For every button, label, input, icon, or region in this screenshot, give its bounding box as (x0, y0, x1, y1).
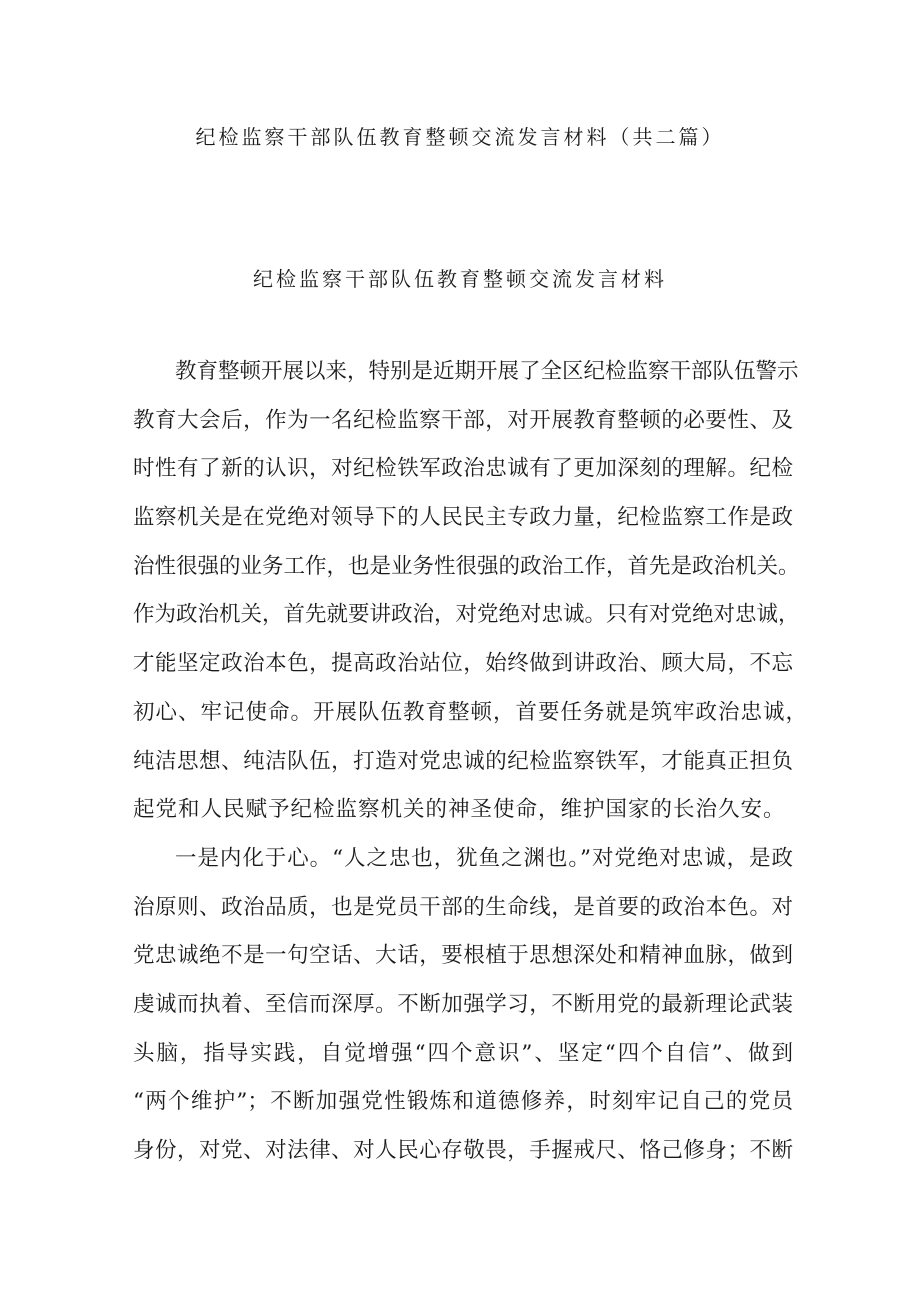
paragraph-1 (133, 358, 809, 845)
paragraph-line: 纯洁思想、纯洁队伍，打造对党忠诚的纪检监察铁军，才能真正担负 (133, 748, 793, 774)
paragraph-2 (133, 845, 793, 1186)
paragraph-line: 治原则、政治品质，也是党员干部的生命线，是首要的政治本色。对 (133, 894, 793, 920)
paragraph-line: 一是内化于心。“人之忠也，犹鱼之渊也。”对党绝对忠诚，是政 (175, 845, 793, 871)
paragraph-line: 才能坚定政治本色，提高政治站位，始终做到讲政治、顾大局，不忘 (133, 651, 793, 677)
paragraph-line: 作为政治机关，首先就要讲政治，对党绝对忠诚。只有对党绝对忠诚， (133, 602, 800, 628)
document-title: 纪检监察干部队伍教育整顿交流发言材料（共二篇） (195, 125, 725, 149)
document-subtitle: 纪检监察干部队伍教育整顿交流发言材料 (253, 267, 667, 291)
paragraph-line: 党忠诚绝不是一句空话、大话，要根植于思想深处和精神血脉，做到 (133, 943, 793, 969)
paragraph-line: 监察机关是在党绝对领导下的人民民主专政力量，纪检监察工作是政 (133, 505, 793, 531)
paragraph-line: 头脑，指导实践，自觉增强“四个意识”、坚定“四个自信”、做到 (133, 1040, 793, 1066)
document-body (133, 358, 809, 1186)
paragraph-line: 时性有了新的认识，对纪检铁军政治忠诚有了更加深刻的理解。纪检 (133, 456, 793, 482)
paragraph-line: “两个维护”；不断加强党性锻炼和道德修养，时刻牢记自己的党员 (133, 1089, 793, 1115)
paragraph-line: 初心、牢记使命。开展队伍教育整顿，首要任务就是筑牢政治忠诚， (133, 699, 809, 725)
paragraph-line: 治性很强的业务工作，也是业务性很强的政治工作，首先是政治机关。 (133, 553, 800, 579)
paragraph-line: 教育大会后，作为一名纪检监察干部，对开展教育整顿的必要性、及 (133, 407, 793, 433)
paragraph-line: 教育整顿开展以来，特别是近期开展了全区纪检监察干部队伍警示 (175, 359, 799, 384)
paragraph-line: 起党和人民赋予纪检监察机关的神圣使命，维护国家的长治久安。 (133, 797, 786, 823)
paragraph-line: 虔诚而执着、至信而深厚。不断加强学习，不断用党的最新理论武装 (133, 991, 793, 1017)
paragraph-line: 身份，对党、对法律、对人民心存敬畏，手握戒尺、恪己修身；不断 (133, 1138, 793, 1163)
